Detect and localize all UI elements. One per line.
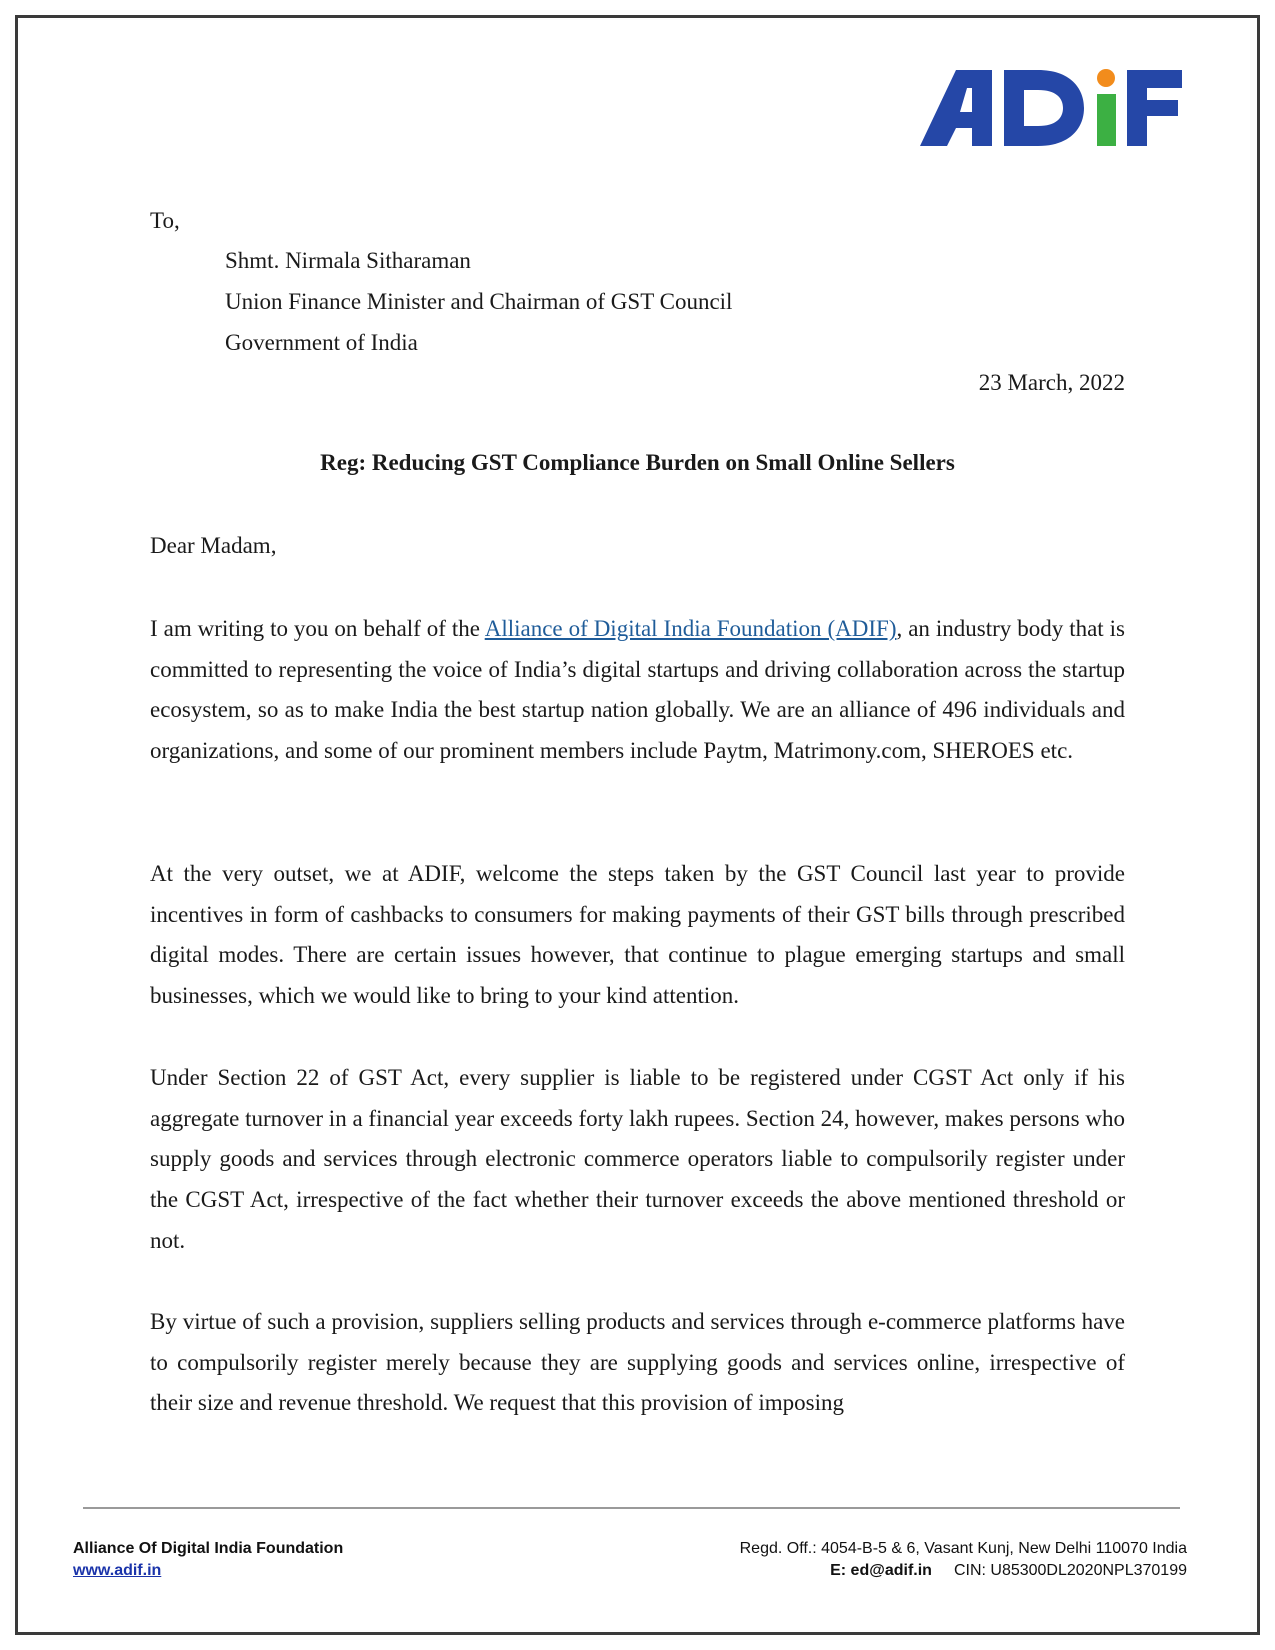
footer-left [73, 1538, 343, 1582]
adif-link[interactable]: Alliance of Digital India Foundation (ADIF) [484, 616, 897, 641]
paragraph-intro-start: I am writing to you on behalf of the [150, 616, 485, 641]
paragraph-provision: By virtue of such a provision, suppliers selling products and services through e-commerce platforms have to compulsorily register merely because they are supplying goods and services online, irrespective of their size and revenue threshold. We request that this provision of imposing [150, 1309, 1125, 1416]
logo-letter-i [1097, 94, 1116, 146]
footer-org-name: Alliance Of Digital India Foundation [73, 1540, 344, 1557]
paragraph-intro [150, 609, 1125, 772]
footer-divider [83, 1507, 1180, 1509]
logo-letter-f [1127, 70, 1182, 146]
footer-regd-office: Regd. Off.: 4054-B-5 & 6, Vasant Kunj, New Delhi 110070 India [739, 1540, 1187, 1557]
to-line: To, [150, 208, 180, 233]
subject-line: Reg: Reducing GST Compliance Burden on Small Online Sellers [320, 450, 955, 475]
footer-contact-line [740, 1560, 1187, 1582]
paragraph-section-22: Under Section 22 of GST Act, every supplier is liable to be registered under CGST Act only if his aggregate turnover in a financial year exceeds forty lakh rupees. Section 24, however, makes persons who supply goods and services through electronic commerce operators liable to compulsorily register under the CGST Act, irrespective of the fact whether their turnover exceeds the above mentioned threshold or not. [150, 1065, 1125, 1253]
footer-right [740, 1538, 1187, 1582]
footer-website-link[interactable]: www.adif.in [73, 1562, 162, 1579]
recipient-title: Union Finance Minister and Chairman of GST Council [225, 289, 733, 314]
recipient-name: Shmt. Nirmala Sitharaman [225, 248, 471, 273]
paragraph-intro-rest: , an industry body that is committed to representing the voice of India’s digital startups and driving collaboration across the startup ecosystem, so as to make India the best startup nation globally. We are an alliance of 496 individuals and organizations, and some of our prominent members include Paytm, Matrimony.com, SHEROES etc. [150, 616, 1125, 764]
footer-cin: CIN: U85300DL2020NPL370199 [953, 1562, 1187, 1579]
logo-i-dot [1097, 69, 1115, 87]
logo-letter-d [1004, 70, 1084, 146]
salutation: Dear Madam, [150, 533, 277, 558]
logo-letter-a [920, 70, 992, 146]
adif-logo [920, 68, 1182, 148]
footer-email: E: ed@adif.in [830, 1562, 932, 1579]
recipient-org: Government of India [225, 330, 418, 355]
letter-date: 23 March, 2022 [978, 370, 1125, 395]
paragraph-outset: At the very outset, we at ADIF, welcome the steps taken by the GST Council last year to provide incentives in form of cashbacks to consumers for making payments of their GST bills through prescribed digital modes. There are certain issues however, that continue to plague emerging startups and small businesses, which we would like to bring to your kind attention. [150, 861, 1125, 1009]
